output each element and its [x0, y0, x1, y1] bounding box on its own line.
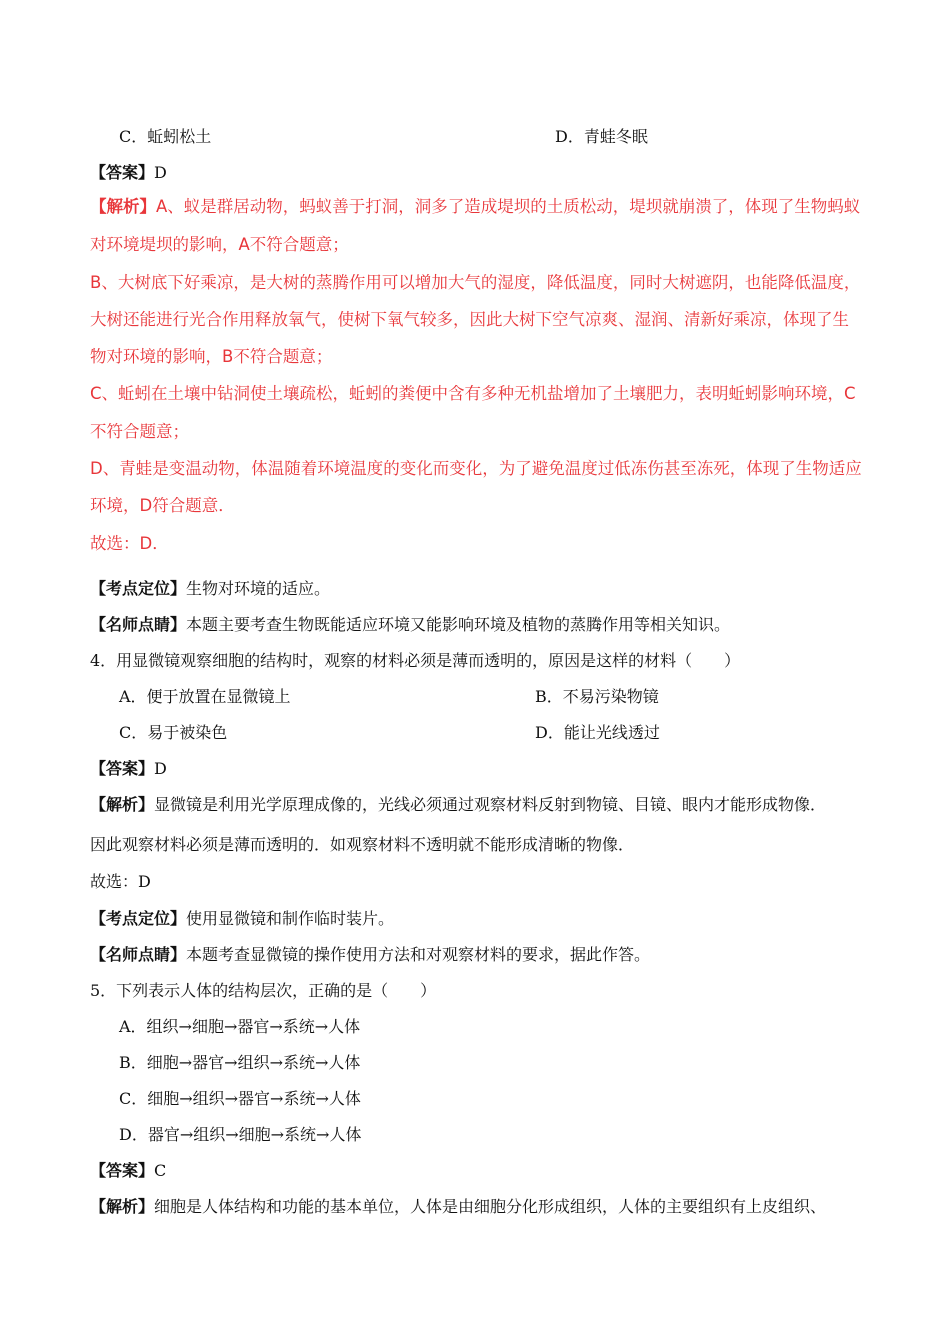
- mingshi-line: [90, 614, 730, 636]
- option-b: B．不易污染物镜: [535, 687, 659, 706]
- analysis-line: 对环境堤坝的影响，A不符合题意；: [90, 235, 349, 254]
- analysis-line: 因此观察材料必须是薄而透明的．如观察材料不透明就不能形成清晰的物像．: [90, 835, 635, 854]
- analysis-text: 显微镜是利用光学原理成像的，光线必须通过观察材料反射到物镜、目镜、眼内才能形成物像．: [154, 795, 827, 814]
- analysis-line: [90, 1196, 826, 1218]
- answer-value: C: [154, 1161, 167, 1180]
- option-d: D．器官→组织→细胞→系统→人体: [119, 1125, 362, 1144]
- analysis-line: D、青蛙是变温动物，体温随着环境温度的变化而变化，为了避免温度过低冻伤甚至冻死，体现了生物适应: [90, 459, 862, 478]
- question-stem: 5．下列表示人体的结构层次，正确的是（ ）: [90, 981, 437, 1000]
- answer-tag: 【答案】: [90, 163, 155, 182]
- analysis-tag: 【解析】: [90, 1197, 155, 1216]
- answer-tag: 【答案】: [90, 759, 155, 778]
- mingshi-text: 本题考查显微镜的操作使用方法和对观察材料的要求，据此作答。: [186, 945, 651, 964]
- analysis-line: 不符合题意；: [90, 422, 189, 441]
- option-a: A．便于放置在显微镜上: [119, 687, 291, 706]
- analysis-text: 细胞是人体结构和功能的基本单位，人体是由细胞分化形成组织，人体的主要组织有上皮组织、: [154, 1197, 827, 1216]
- kaodian-text: 使用显微镜和制作临时装片。: [186, 909, 395, 928]
- analysis-line: 物对环境的影响，B不符合题意；: [90, 347, 333, 366]
- answer-value: D: [154, 759, 167, 778]
- analysis-line: 环境，D符合题意．: [90, 496, 235, 515]
- option-c: C．易于被染色: [119, 723, 228, 742]
- kaodian-tag: 【考点定位】: [90, 579, 187, 598]
- analysis-line: 故选：D．: [90, 534, 169, 553]
- answer-line: [90, 1160, 166, 1182]
- answer-line: [90, 162, 167, 184]
- option-c: C．细胞→组织→器官→系统→人体: [119, 1089, 361, 1108]
- option-d: D．青蛙冬眠: [555, 127, 648, 146]
- answer-value: D: [154, 163, 167, 182]
- analysis-line: [90, 794, 826, 816]
- answer-tag: 【答案】: [90, 1161, 155, 1180]
- mingshi-line: [90, 944, 650, 966]
- mingshi-text: 本题主要考查生物既能适应环境又能影响环境及植物的蒸腾作用等相关知识。: [186, 615, 731, 634]
- question-stem: 4．用显微镜观察细胞的结构时，观察的材料必须是薄而透明的，原因是这样的材料（ ）: [90, 651, 741, 670]
- analysis-tag: 【解析】: [90, 795, 155, 814]
- mingshi-tag: 【名师点睛】: [90, 945, 187, 964]
- analysis-line: C、蚯蚓在土壤中钻洞使土壤疏松，蚯蚓的粪便中含有多种无机盐增加了土壤肥力，表明蚯蚓影响环境，C: [90, 384, 856, 403]
- option-b: B．细胞→器官→组织→系统→人体: [119, 1053, 361, 1072]
- kaodian-text: 生物对环境的适应。: [186, 579, 331, 598]
- analysis-line: B、大树底下好乘凉，是大树的蒸腾作用可以增加大气的湿度，降低温度，同时大树遮阴，也能降低温度，: [90, 273, 861, 292]
- analysis-line: 大树还能进行光合作用释放氧气，使树下氧气较多，因此大树下空气凉爽、湿润、清新好乘凉，体现了生: [90, 310, 849, 329]
- answer-line: [90, 758, 167, 780]
- option-d: D．能让光线透过: [535, 723, 660, 742]
- analysis-tag: 【解析】: [90, 197, 156, 216]
- kaodian-tag: 【考点定位】: [90, 909, 187, 928]
- mingshi-tag: 【名师点睛】: [90, 615, 187, 634]
- analysis-text: A、蚁是群居动物，蚂蚁善于打洞，洞多了造成堤坝的土质松动，堤坝就崩溃了，体现了生物蚂蚁: [156, 197, 861, 216]
- analysis-line: [90, 196, 860, 218]
- option-a: A．组织→细胞→器官→系统→人体: [119, 1017, 361, 1036]
- kaodian-line: [90, 578, 330, 600]
- kaodian-line: [90, 908, 394, 930]
- option-c: C．蚯蚓松土: [119, 127, 212, 146]
- analysis-line: 故选：D: [90, 872, 151, 891]
